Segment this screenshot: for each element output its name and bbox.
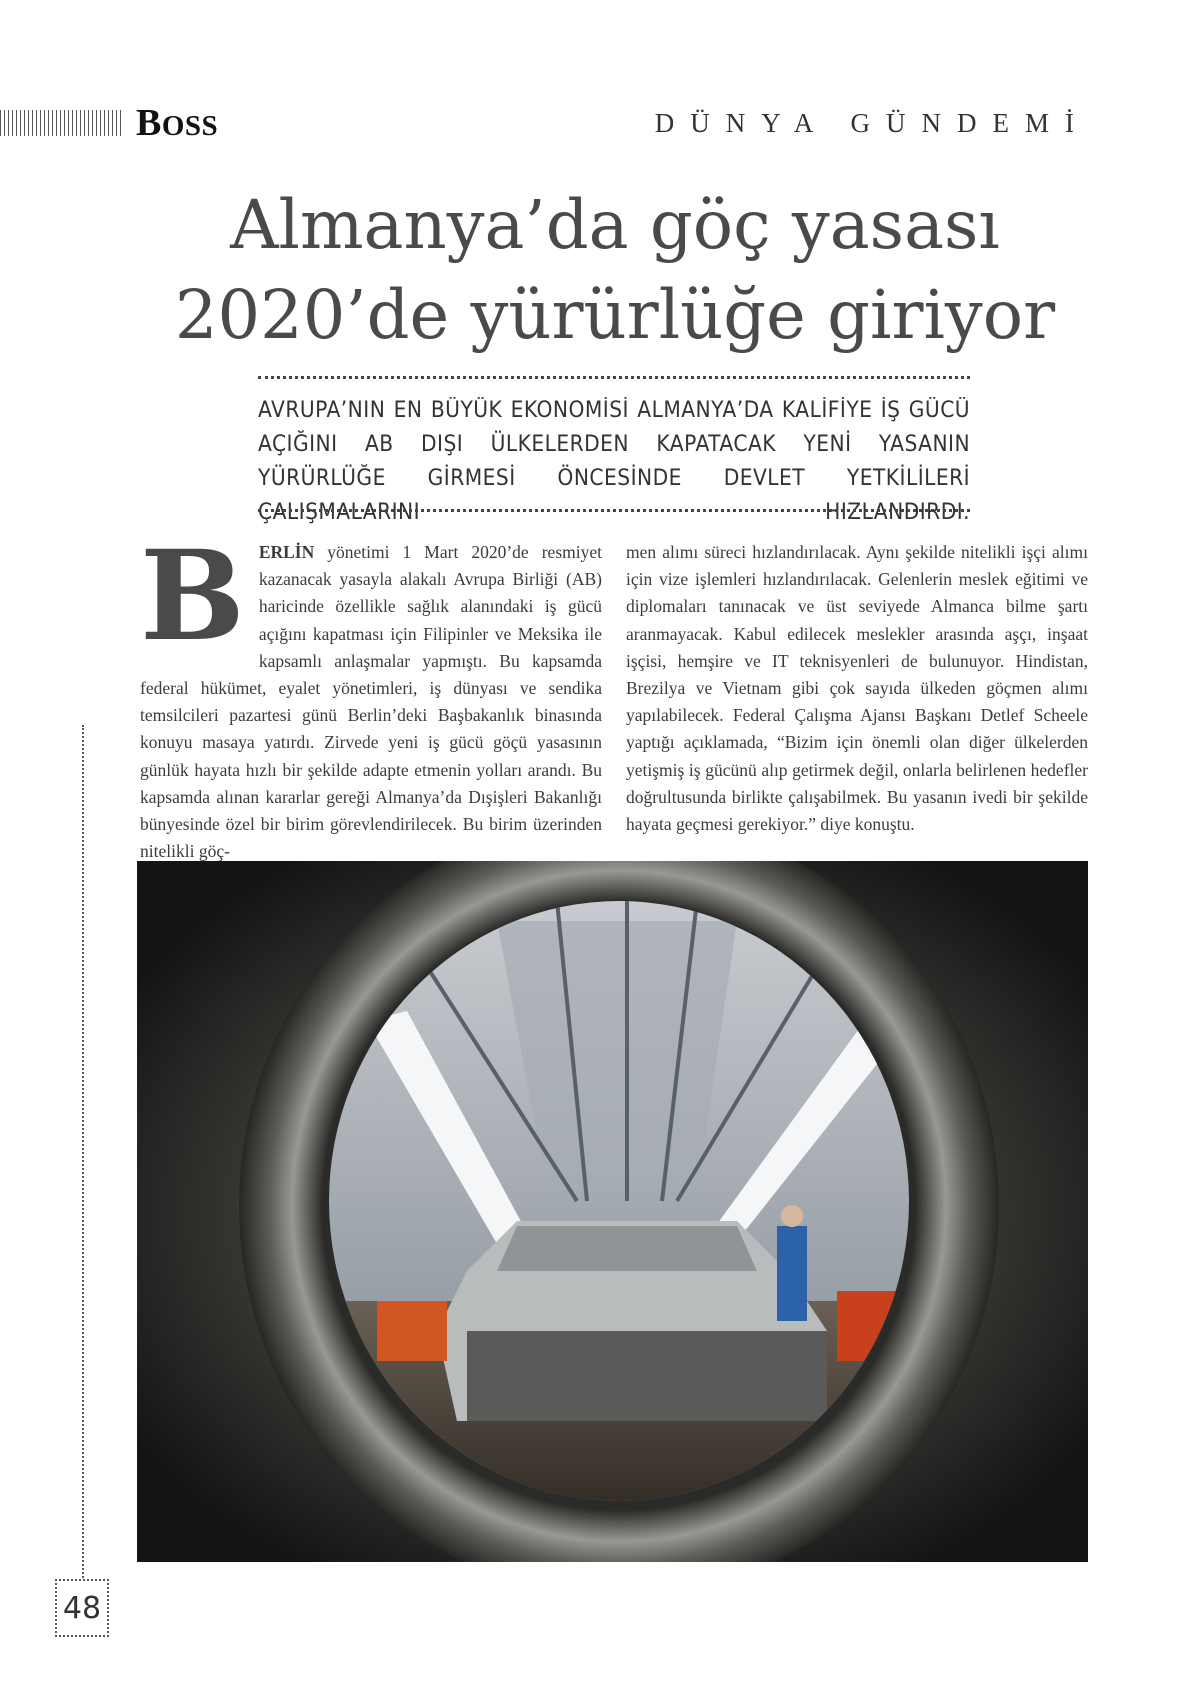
factory-porthole-illustration [137,861,1088,1562]
drop-cap: B [140,524,245,669]
margin-dotted-line [82,725,84,1578]
headline-line-2: 2020’de yürürlüğe giriyor [174,276,1056,354]
header-barcode-ornament [0,110,122,136]
body-column-1 [140,524,602,865]
headline-line-1: Almanya’da göç yasası [230,186,1000,264]
magazine-logo-text: BOSS [136,102,219,144]
standfirst-top-rule [258,376,970,379]
section-label: DÜNYA GÜNDEMİ [654,108,1090,138]
article-headline [130,180,1100,360]
body-column-1-text: yönetimi 1 Mart 2020’de resmiyet kazanacak yasayla alakalı Avrupa Birliği (AB) haricinde özellikle sağlık alanındaki iş gücü açığını kapatması için Filipinler ve Meksika ile kapsamlı anlaşmalar yapmıştı. Bu kapsamda federal hükümet, eyalet yönetimleri, iş dünyası ve sendika temsilcileri pazartesi günü Berlin’deki Başbakanlık binasında konuyu masaya yatırdı. Zirvede yeni iş gücü göçü yasasının günlük hayata hızlı bir şekilde adapte etmenin yolları arandı. Bu kapsamda alınan kararlar gereği Almanya’da Dışişleri Bakanlığı bünyesinde özel bir birim görevlendirilecek. Bu birim üzerinden nitelikli göç- [140,542,602,862]
standfirst-bottom-rule [258,509,970,512]
article-photo [137,861,1088,1562]
page-number: 48 [55,1579,109,1637]
magazine-logo [136,104,218,142]
article-standfirst: AVRUPA’NIN EN BÜYÜK EKONOMİSİ ALMANYA’DA KALİFİYE İŞ GÜCÜ AÇIĞINI AB DIŞI ÜLKELERDEN KAPATACAK YENİ YASANIN YÜRÜRLÜĞE GİRMESİ ÖNCESİNDE DEVLET YETKİLİLERİ ÇALIŞMALARINI HIZLANDIRDI. [258,398,971,525]
lead-word: ERLİN [258,542,315,562]
body-column-2: men alımı süreci hızlandırılacak. Aynı şekilde nitelikli işçi alımı için vize işlemleri hızlandırılacak. Gelenlerin meslek eğitimi ve diplomaları tanınacak ve üst seviyede Almanca bilme şartı aranmayacak. Kabul edilecek meslekler arasında aşçı, inşaat işçisi, hemşire ve IT teknisyenleri de bulunuyor. Hindistan, Brezilya ve Vietnam gibi çok sayıda ülkeden göçmen alımı yapılabilecek. Federal Çalışma Ajansı Başkanı Detlef Scheele yaptığı açıklamada, “Bizim için önemli olan diğer ülkelerden yetişmiş iş gücünü alıp getirmek değil, onlarla belirlenen hedefler doğrultusunda birlikte çalışabilmek. Bu yasanın ivedi bir şekilde hayata geçmesi gerekiyor.” diye konuştu. [626,542,1088,835]
